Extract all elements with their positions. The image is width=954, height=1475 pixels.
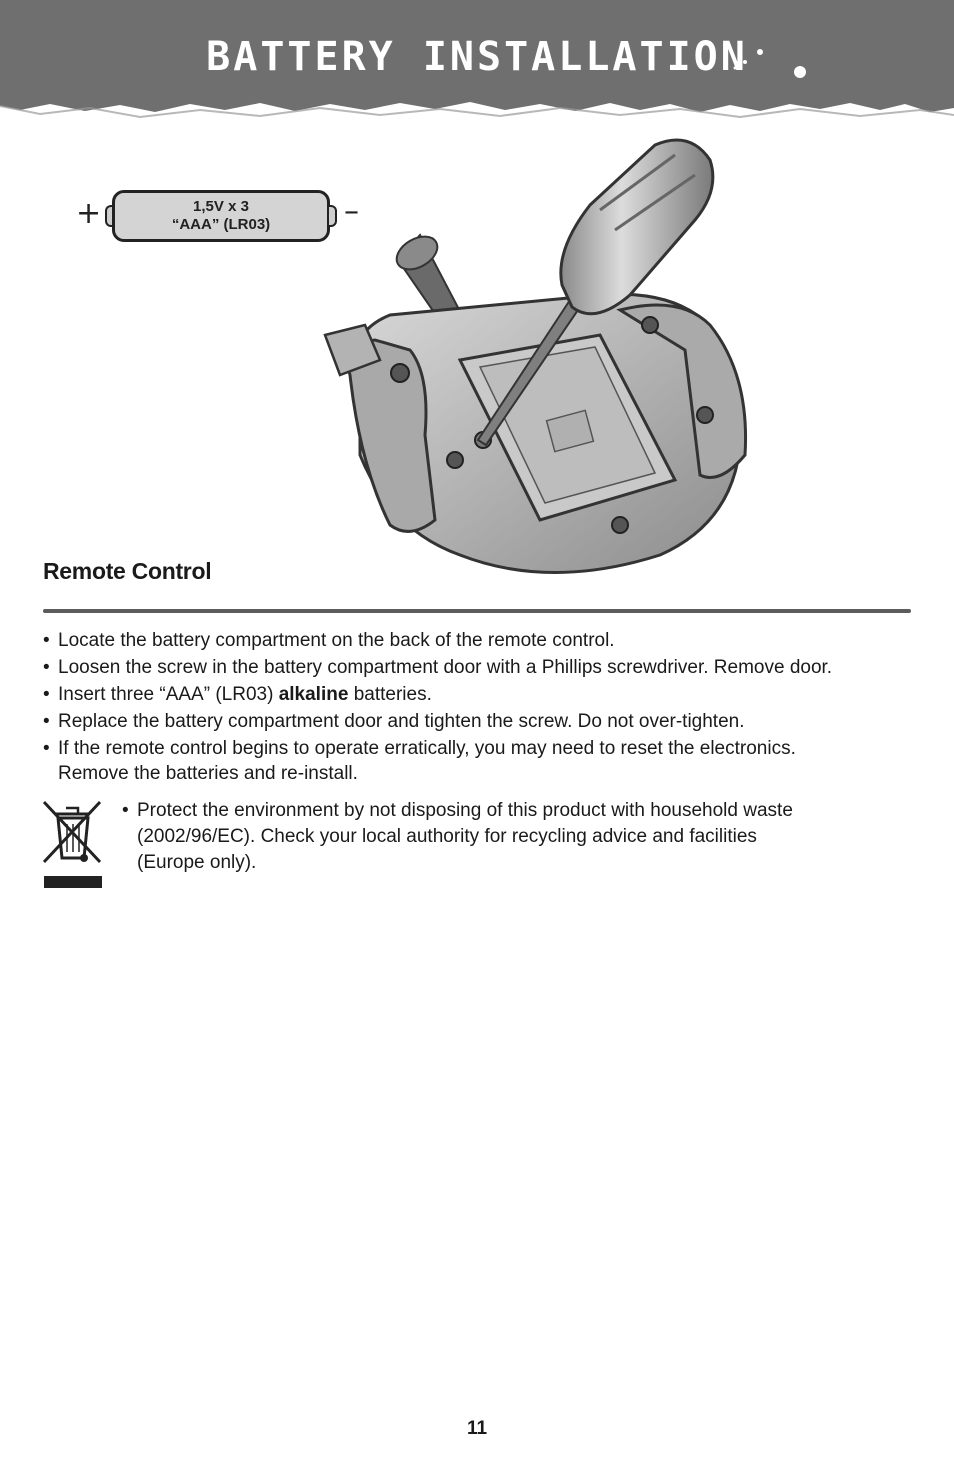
remote-control-illustration xyxy=(300,135,760,595)
battery-minus-symbol: – xyxy=(344,194,359,229)
section-divider xyxy=(43,609,911,613)
instruction-list xyxy=(43,628,923,788)
page-title: BATTERY INSTALLATION xyxy=(206,34,748,80)
alkaline-emphasis: alkaline xyxy=(278,684,349,705)
battery-voltage-text: 1,5V x 3 xyxy=(193,198,249,215)
section-title: Remote Control xyxy=(43,558,212,584)
crossed-out-wheelie-bin-icon xyxy=(42,800,104,892)
instruction-item: • Loosen the screw in the battery compartment door with a Phillips screwdriver. Remove door. xyxy=(43,655,923,680)
instruction-item: • Replace the battery compartment door and tighten the screw. Do not over-tighten. xyxy=(43,709,923,734)
page-number: 11 xyxy=(466,1418,488,1439)
instruction-item: • If the remote control begins to operate erratically, you may need to reset the electronics. Remove the batteries and re-install. xyxy=(43,736,923,786)
battery-label xyxy=(112,198,330,234)
environment-note: • Protect the environment by not disposing of this product with household waste (2002/96/EC). Check your local authority for recycling advice and facilities (Europe only). xyxy=(122,798,892,876)
instruction-item: • Insert three “AAA” (LR03) alkaline batteries. xyxy=(43,682,923,707)
battery-type-text: “AAA” (LR03) xyxy=(171,216,271,233)
battery-plus-symbol: + xyxy=(76,196,102,231)
instruction-item: • Locate the battery compartment on the back of the remote control. xyxy=(43,628,923,653)
